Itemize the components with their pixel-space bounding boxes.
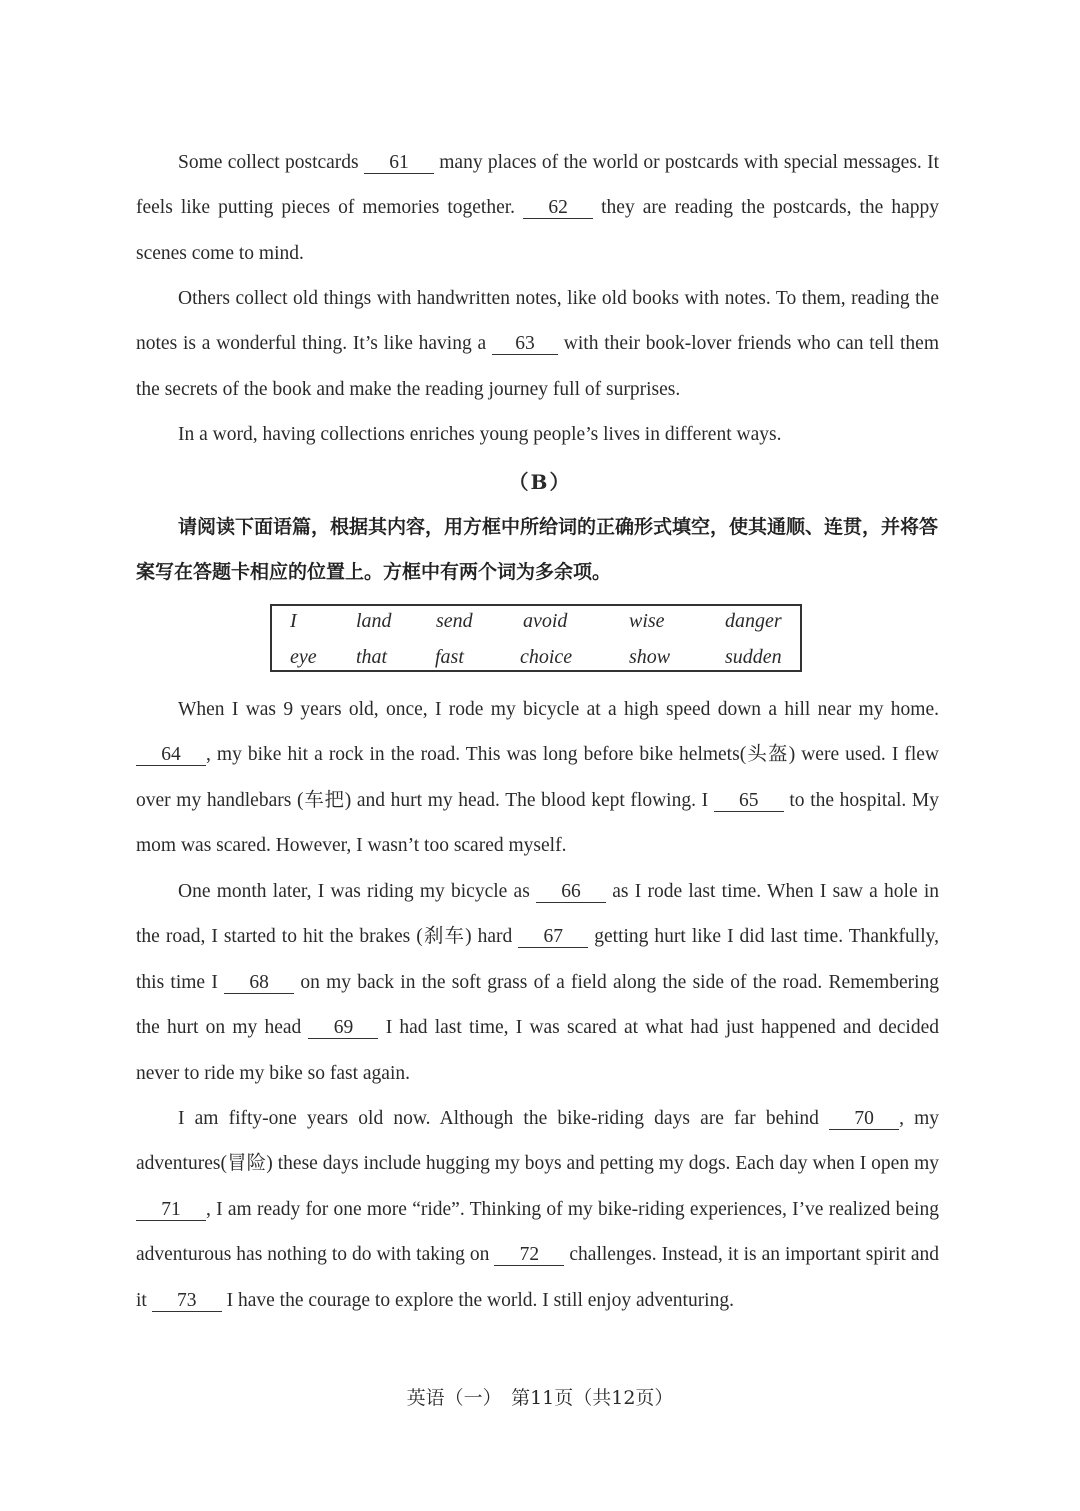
word-option: show <box>629 646 671 668</box>
word-option: danger <box>725 610 782 632</box>
blank-73[interactable]: 73 <box>152 1291 222 1312</box>
blank-61[interactable]: 61 <box>364 153 434 174</box>
paragraph-a2: Others collect old things with handwritten notes, like old books with notes. To them, reading the notes is a wonderful thing. It’s like having a 63 with their book-lover friends who can tell them the secrets of the book and make the reading journey full of surprises. <box>136 288 940 400</box>
word-option: I <box>290 610 297 632</box>
paragraph-b3: I am fifty-one years old now. Although the bike-riding days are far behind 70 , my adventures(冒险) these days include hugging my boys and petting my dogs. Each day when I open my 71 , I am ready for one more “ride”. Thinking of my bike-riding experiences, I’ve realized being adventurous has nothing to do with taking on 72 challenges. Instead, it is an important spirit and it 73 I have the courage to explore the world. I still enjoy adventuring. <box>136 1108 940 1311</box>
word-option: sudden <box>725 646 782 668</box>
word-option: avoid <box>523 610 568 632</box>
blank-65[interactable]: 65 <box>714 791 784 812</box>
word-option: land <box>356 610 392 632</box>
blank-62[interactable]: 62 <box>523 198 593 219</box>
blank-72[interactable]: 72 <box>494 1245 564 1266</box>
paragraph-b1: When I was 9 years old, once, I rode my bicycle at a high speed down a hill near my home. 64 , my bike hit a rock in the road. This was long before bike helmets(头盔) were used. I flew over my handlebars (车把) and hurt my head. The blood kept flowing. I 65 to the hospital. My mom was scared. However, I wasn’t too scared myself. <box>136 699 940 857</box>
word-option: choice <box>520 646 573 668</box>
word-option: that <box>356 646 388 668</box>
word-option: wise <box>629 610 665 632</box>
word-option: fast <box>435 646 464 668</box>
blank-68[interactable]: 68 <box>224 973 294 994</box>
paragraph-a3: In a word, having collections enriches young people’s lives in different ways. <box>178 424 782 445</box>
section-b-instruction: 请阅读下面语篇，根据其内容，用方框中所给词的正确形式填空，使其通顺、连贯，并将答案写在答题卡相应的位置上。方框中有两个词为多余项。 <box>136 516 939 584</box>
blank-70[interactable]: 70 <box>829 1109 899 1130</box>
blank-67[interactable]: 67 <box>518 927 588 948</box>
blank-63[interactable]: 63 <box>492 334 558 355</box>
word-box <box>270 604 802 672</box>
blank-64[interactable]: 64 <box>136 745 206 766</box>
blank-71[interactable]: 71 <box>136 1200 206 1221</box>
page-footer: 英语（一） 第11页（共12页） <box>406 1387 674 1409</box>
paragraph-a1: Some collect postcards 61 many places of the world or postcards with special messages. It feels like putting pieces of memories together. 62 they are reading the postcards, the happy scenes come to mind. <box>136 152 940 264</box>
blank-66[interactable]: 66 <box>536 882 606 903</box>
section-b-title: （B） <box>508 470 572 494</box>
paragraph-b2: One month later, I was riding my bicycle as 66 as I rode last time. When I saw a hole in the road, I started to hit the brakes (刹车) hard 67 getting hurt like I did last time. Thankfully, this time I 68 on my back in the soft grass of a field along the side of the road. Remembering the hurt on my head 69 I had last time, I was scared at what had just happened and decided never to ride my bike so fast again. <box>136 881 940 1084</box>
word-option: eye <box>290 646 317 668</box>
blank-69[interactable]: 69 <box>308 1018 378 1039</box>
word-option: send <box>436 610 473 632</box>
